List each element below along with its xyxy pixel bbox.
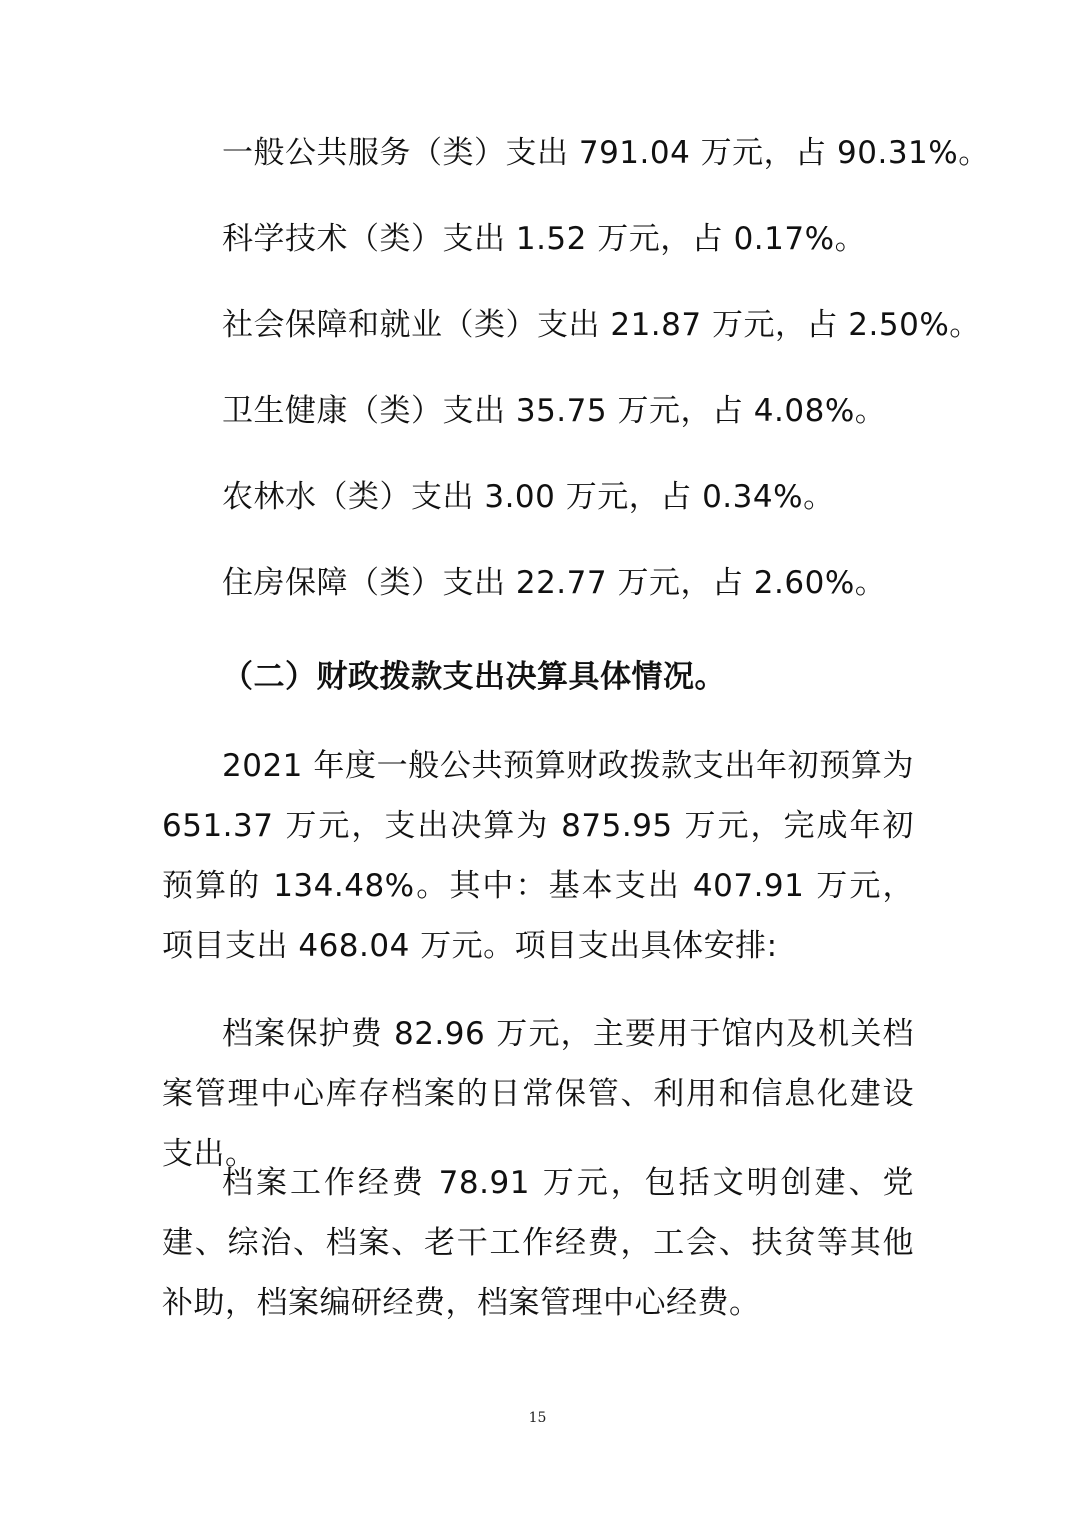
expense-line-science-technology: 科学技术（类）支出 1.52 万元，占 0.17%。	[222, 221, 867, 257]
expense-line-housing-security: 住房保障（类）支出 22.77 万元，占 2.60%。	[222, 565, 887, 601]
paragraph-archive-work-funds: 档案工作经费 78.91 万元，包括文明创建、党建、综治、档案、老干工作经费，工会、扶贫等其他补助，档案编研经费，档案管理中心经费。	[162, 1165, 914, 1321]
paragraph-budget-overview: 2021 年度一般公共预算财政拨款支出年初预算为 651.37 万元，支出决算为 875.95 万元，完成年初预算的 134.48%。其中：基本支出 407.91 万元，项目支出 468.04 万元。项目支出具体安排:	[162, 748, 914, 964]
paragraph-archive-protection-fee: 档案保护费 82.96 万元，主要用于馆内及机关档案管理中心库存档案的日常保管、利用和信息化建设支出。	[162, 1016, 914, 1172]
section-heading: （二）财政拨款支出决算具体情况。	[222, 659, 726, 695]
expense-line-agriculture-forestry-water: 农林水（类）支出 3.00 万元，占 0.34%。	[222, 479, 835, 515]
expense-line-health: 卫生健康（类）支出 35.75 万元，占 4.08%。	[222, 393, 887, 429]
expense-line-general-public-services: 一般公共服务（类）支出 791.04 万元，占 90.31%。	[222, 135, 990, 171]
expense-line-social-security-employment: 社会保障和就业（类）支出 21.87 万元，占 2.50%。	[222, 307, 981, 343]
page-number: 15	[528, 1410, 547, 1426]
